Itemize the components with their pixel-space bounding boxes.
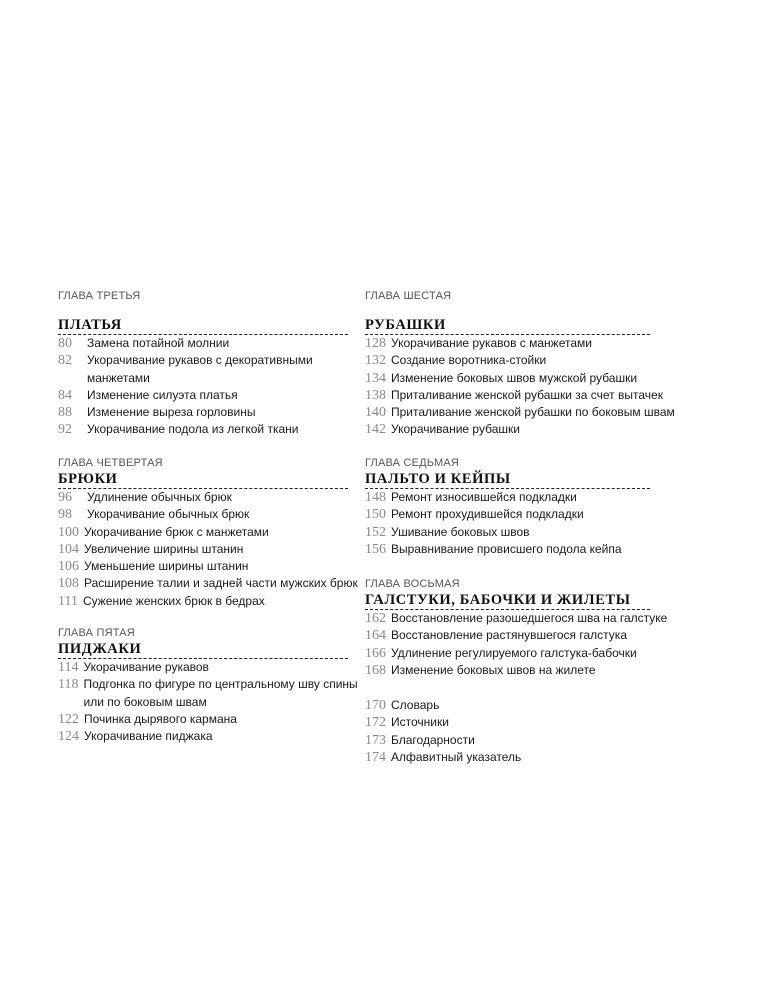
page-number: 132 [365, 353, 386, 369]
page-number: 124 [58, 729, 79, 745]
chapter-seven [365, 457, 670, 558]
chapter-title: ПАЛЬТО И КЕЙПЫ [365, 471, 511, 487]
chapter-entries [365, 489, 670, 558]
entry-title: Создание воротника-стойки [391, 353, 547, 368]
toc-entry[interactable] [58, 524, 358, 541]
toc-entry[interactable] [58, 575, 358, 592]
page-number: 122 [58, 711, 79, 727]
entry-title: Восстановление растянувшегося галстука [391, 628, 627, 643]
page-number: 100 [58, 524, 79, 540]
entry-title: Приталивание женской рубашки за счет вытачек [391, 387, 663, 402]
entry-title: Подгонка по фигуре по центральному шву спины или по боковым швам [83, 677, 358, 709]
page-number: 156 [365, 541, 386, 557]
page-number: 150 [365, 507, 386, 523]
chapter-four [58, 457, 358, 610]
chapter-title: РУБАШКИ [365, 317, 446, 333]
page-number: 148 [365, 490, 386, 505]
entry-title: Починка дырявого кармана [84, 711, 237, 726]
page-number: 152 [365, 524, 386, 540]
toc-entry[interactable] [58, 558, 358, 575]
chapter-eight [365, 578, 670, 679]
page-number: 108 [58, 576, 79, 592]
entry-title: Изменение боковых швов на жилете [391, 662, 596, 677]
toc-entry[interactable] [365, 489, 670, 506]
toc-entry[interactable] [365, 370, 670, 387]
page-number: 88 [58, 405, 72, 421]
toc-entry[interactable] [58, 541, 358, 558]
entry-title: Выравнивание провисшего подола кейпа [391, 541, 622, 556]
entry-title: Укорачивание подола из легкой ткани [87, 422, 299, 437]
toc-entry[interactable] [58, 506, 358, 523]
chapter-six [365, 290, 675, 439]
toc-entry[interactable] [365, 352, 670, 369]
entry-title: Восстановление разошедшегося шва на галстуке [391, 611, 668, 625]
chapter-entries [365, 335, 675, 439]
page-number: 106 [58, 559, 79, 575]
entry-title: Укорачивание рукавов с манжетами [391, 336, 592, 350]
chapter-entries [365, 610, 670, 679]
toc-entry[interactable] [58, 676, 358, 711]
entry-title: Удлинение обычных брюк [87, 490, 232, 504]
appendix [365, 697, 670, 766]
page-number: 140 [365, 405, 386, 421]
page-number: 96 [58, 490, 72, 505]
entry-title: Укорачивание рубашки [391, 422, 520, 437]
page-number: 84 [58, 387, 72, 403]
appendix-entries [365, 697, 670, 766]
toc-entry[interactable] [58, 593, 358, 610]
entry-title: Изменение силуэта платья [87, 387, 238, 402]
toc-entry[interactable] [365, 506, 670, 523]
toc-entry[interactable] [365, 610, 670, 627]
chapter-title: БРЮКИ [58, 471, 118, 487]
page-number: 138 [365, 387, 386, 403]
page-number: 128 [365, 336, 386, 351]
page-number: 164 [365, 628, 386, 644]
entry-title: Ремонт износившейся подкладки [391, 490, 577, 504]
toc-entry[interactable] [58, 387, 358, 404]
page-number: 166 [365, 645, 386, 661]
page-number: 118 [58, 677, 79, 693]
page-number: 104 [58, 541, 79, 557]
page-number: 174 [365, 749, 386, 765]
toc-entry[interactable] [58, 352, 358, 387]
chapter-label: ГЛАВА ЧЕТВЕРТАЯ [58, 457, 163, 469]
toc-entry[interactable] [365, 541, 670, 558]
entry-title: Ушивание боковых швов [391, 524, 530, 539]
toc-entry[interactable] [365, 387, 670, 404]
entry-title: Изменение выреза горловины [87, 405, 256, 420]
page-number: 80 [58, 336, 72, 351]
entry-title: Ремонт прохудившейся подкладки [391, 507, 584, 522]
chapter-label: ГЛАВА СЕДЬМАЯ [365, 457, 460, 469]
toc-entry[interactable] [365, 732, 670, 749]
entry-title: Приталивание женской рубашки по боковым швам [391, 405, 675, 420]
entry-title: Удлинение регулируемого галстука-бабочки [391, 645, 637, 660]
toc-entry[interactable] [58, 659, 358, 676]
chapter-title: ГАЛСТУКИ, БАБОЧКИ И ЖИЛЕТЫ [365, 592, 631, 608]
chapter-label: ГЛАВА ПЯТАЯ [58, 627, 135, 639]
page-number: 173 [365, 732, 386, 748]
page-number: 162 [365, 611, 386, 626]
toc-entry[interactable] [58, 489, 358, 506]
entry-title: Замена потайной молнии [87, 336, 230, 350]
entry-title: Изменение боковых швов мужской рубашки [391, 370, 638, 385]
page-number: 98 [58, 507, 72, 523]
page-number: 170 [365, 698, 386, 713]
toc-entry[interactable] [58, 335, 358, 352]
page-number: 134 [365, 370, 386, 386]
page-number: 114 [58, 660, 79, 675]
entry-title: Источники [391, 715, 449, 730]
entry-title: Словарь [391, 698, 440, 712]
toc-entry[interactable] [365, 627, 670, 644]
page-number: 142 [365, 422, 386, 438]
toc-entry[interactable] [58, 421, 358, 438]
chapter-three [58, 290, 358, 439]
chapter-label: ГЛАВА ШЕСТАЯ [365, 290, 452, 302]
page-number: 111 [58, 593, 78, 609]
page-number: 172 [365, 715, 386, 731]
toc-entry[interactable] [58, 728, 358, 745]
toc-entry[interactable] [365, 421, 670, 438]
page-number: 92 [58, 422, 72, 438]
entry-title: Укорачивание пиджака [84, 729, 213, 744]
toc-entry[interactable] [365, 697, 670, 714]
toc-entry[interactable] [365, 662, 670, 679]
chapter-entries [58, 659, 358, 745]
page-number: 82 [58, 353, 72, 369]
toc-entry[interactable] [58, 404, 358, 421]
entry-title: Укорачивание рукавов с декоративными манжетами [87, 353, 313, 385]
entry-title: Укорачивание брюк с манжетами [84, 524, 269, 539]
entry-title: Сужение женских брюк в бедрах [82, 593, 265, 608]
chapter-label: ГЛАВА ТРЕТЬЯ [58, 290, 141, 302]
toc-entry[interactable] [365, 404, 675, 421]
toc-entry[interactable] [365, 335, 670, 352]
toc-entry[interactable] [365, 714, 670, 731]
chapter-title: ПИДЖАКИ [58, 641, 142, 657]
chapter-title: ПЛАТЬЯ [58, 317, 122, 333]
entry-title: Алфавитный указатель [391, 749, 522, 764]
toc-entry[interactable] [365, 524, 670, 541]
entry-title: Увеличение ширины штанин [84, 541, 244, 556]
toc-entry[interactable] [58, 711, 358, 728]
entry-title: Укорачивание рукавов [83, 660, 209, 674]
toc-entry[interactable] [365, 645, 670, 662]
chapter-five [58, 627, 358, 745]
chapter-label: ГЛАВА ВОСЬМАЯ [365, 578, 460, 590]
chapter-entries [58, 489, 358, 610]
chapter-entries [58, 335, 358, 439]
entry-title: Расширение талии и задней части мужских брюк [84, 576, 358, 591]
toc-entry[interactable] [365, 749, 670, 766]
entry-title: Укорачивание обычных брюк [87, 507, 250, 522]
page-number: 168 [365, 662, 386, 678]
entry-title: Уменьшение ширины штанин [84, 559, 249, 574]
entry-title: Благодарности [391, 732, 475, 747]
